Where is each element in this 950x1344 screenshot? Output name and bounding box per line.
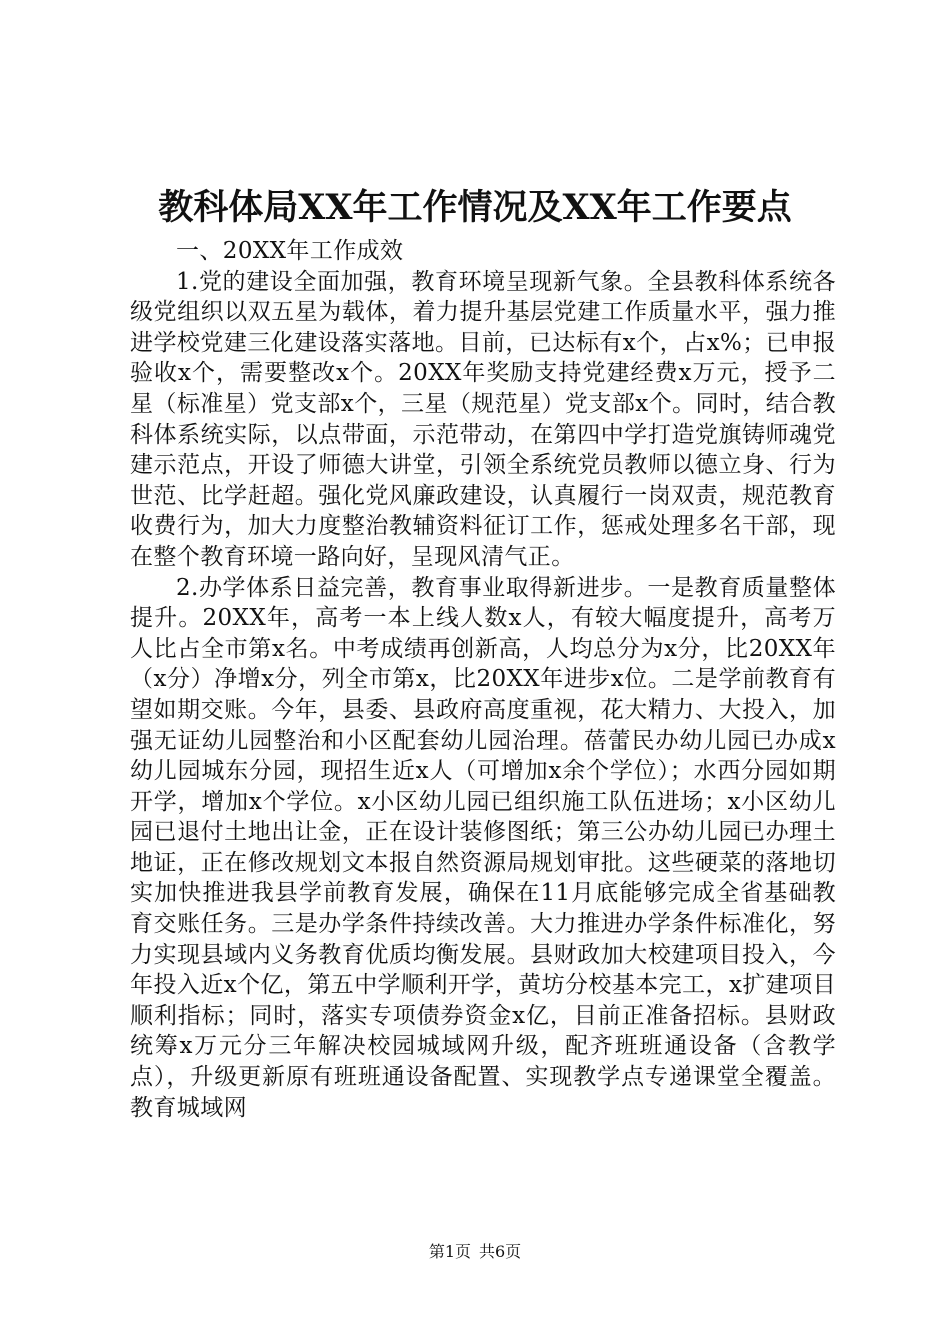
document-body [130, 236, 836, 1123]
document-title: 教科体局XX年工作情况及XX年工作要点 [158, 187, 792, 228]
page-number: 第1页 [428, 1242, 471, 1261]
paragraph-party-building: 1.党的建设全面加强，教育环境呈现新气象。全县教科体系统各级党组织以双五星为载体，着力提升基层党建工作质量水平，强力推进学校党建三化建设落实落地。目前，已达标有x个，占x%；已申报验收x个，需要整改x个。20XX年奖励支持党建经费x万元，授予二星（标准星）党支部x个，三星（规范星）党支部x个。同时，结合教科体系统实际，以点带面，示范带动，在第四中学打造党旗铸师魂党建示范点，开设了师德大讲堂，引领全系统党员教师以德立身、行为世范、比学赶超。强化党风廉政建设，认真履行一岗双责，规范教育收费行为，加大力度整治教辅资料征订工作，惩戒处理多名干部，现在整个教育环境一路向好，呈现风清气正。 [130, 268, 836, 570]
page-footer [0, 1240, 950, 1264]
paragraph-education-system: 2.办学体系日益完善，教育事业取得新进步。一是教育质量整体提升。20XX年，高考一本上线人数x人，有较大幅度提升，高考万人比占全市第x名。中考成绩再创新高，人均总分为x分，比20XX年（x分）净增x分，列全市第x，比20XX年进步x位。二是学前教育有望如期交账。今年，县委、县政府高度重视，花大精力、大投入，加强无证幼儿园整治和小区配套幼儿园治理。蓓蕾民办幼儿园已办成x幼儿园城东分园，现招生近x人（可增加x余个学位）；水西分园如期开学，增加x个学位。x小区幼儿园已组织施工队伍进场；x小区幼儿园已退付土地出让金，正在设计装修图纸；第三公办幼儿园已办理土地证，正在修改规划文本报自然资源局规划审批。这些硬菜的落地切实加快推进我县学前教育发展，确保在11月底能够完成全省基础教育交账任务。三是办学条件持续改善。大力推进办学条件标准化，努力实现县域内义务教育优质均衡发展。县财政加大校建项目投入，今年投入近x个亿，第五中学顺利开学，黄坊分校基本完工，x扩建项目顺利指标；同时，落实专项债券资金x亿，目前正准备招标。县财政统筹x万元分三年解决校园城域网升级，配齐班班通设备（含教学点），升级更新原有班班通设备配置、实现教学点专递课堂全覆盖。教育城域网 [130, 574, 836, 1121]
section-heading: 一、20XX年工作成效 [176, 238, 404, 264]
page-total: 共6页 [479, 1242, 522, 1261]
